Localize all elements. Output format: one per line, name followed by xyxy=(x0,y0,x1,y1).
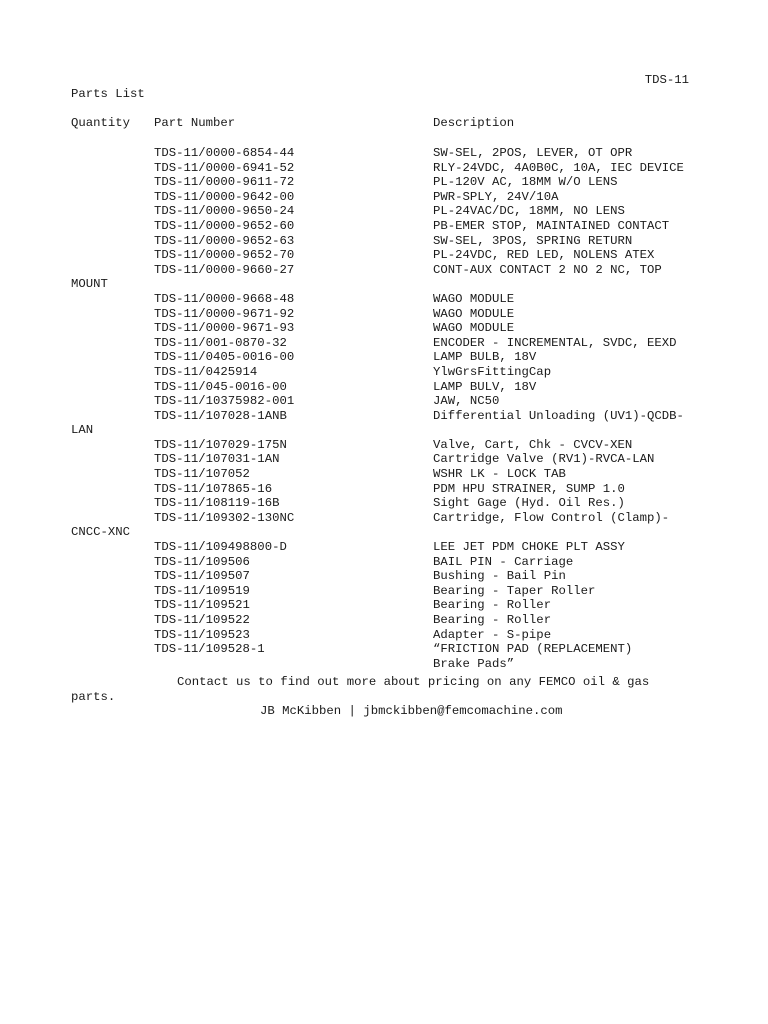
part-number: TDS-11/0000-9611-72 xyxy=(154,175,295,190)
description-overflow: MOUNT xyxy=(71,277,108,292)
part-description: Cartridge, Flow Control (Clamp)- xyxy=(433,510,670,525)
table-row xyxy=(0,219,768,234)
part-number: TDS-11/001-0870-32 xyxy=(154,335,287,350)
table-row xyxy=(0,234,768,249)
part-number: TDS-11/045-0016-00 xyxy=(154,379,287,394)
part-description: Bearing - Roller xyxy=(433,613,552,627)
table-row xyxy=(0,657,768,672)
part-number: TDS-11/109506 xyxy=(154,554,250,569)
part-number: TDS-11/0000-9652-70 xyxy=(154,248,295,263)
table-row xyxy=(0,190,768,205)
part-number: TDS-11/0000-9642-00 xyxy=(154,189,295,204)
table-row xyxy=(0,569,768,584)
part-description: PWR-SPLY, 24V/10A xyxy=(433,189,559,204)
description-overflow: LAN xyxy=(71,423,94,438)
part-description: Sight Gage (Hyd. Oil Res.) xyxy=(433,496,625,511)
wrapped-description-line xyxy=(0,277,768,292)
part-description: LEE JET PDM CHOKE PLT ASSY xyxy=(433,540,625,555)
footer-contact-text-continued: parts. xyxy=(71,689,116,704)
part-description: Cartridge Valve (RV1)-RVCA-LAN xyxy=(433,452,655,467)
part-number: TDS-11/107052 xyxy=(154,467,250,482)
part-description: Adapter - S-pipe xyxy=(433,627,552,642)
table-row xyxy=(0,394,768,409)
part-number: TDS-11/0000-9652-63 xyxy=(154,233,295,248)
part-number: TDS-11/107028-1ANB xyxy=(154,408,287,423)
part-number: TDS-11/109498800-D xyxy=(154,540,287,555)
part-number: TDS-11/107031-1AN xyxy=(154,452,280,467)
table-row xyxy=(0,613,768,628)
table-row xyxy=(0,438,768,453)
part-description: CONT-AUX CONTACT 2 NO 2 NC, TOP xyxy=(433,262,662,277)
part-description: BAIL PIN - Carriage xyxy=(433,554,574,569)
part-description: Valve, Cart, Chk - CVCV-XEN xyxy=(433,437,633,452)
table-row xyxy=(0,336,768,351)
table-row xyxy=(0,642,768,657)
part-number: TDS-11/109302-130NC xyxy=(154,510,295,525)
part-description: WAGO MODULE xyxy=(433,321,515,336)
part-description: WSHR LK - LOCK TAB xyxy=(433,467,566,482)
part-description: SW-SEL, 3POS, SPRING RETURN xyxy=(433,233,633,248)
table-row xyxy=(0,598,768,613)
part-number: TDS-11/10375982-001 xyxy=(154,394,295,409)
table-row xyxy=(0,204,768,219)
part-description: JAW, NC50 xyxy=(433,394,500,409)
table-row xyxy=(0,292,768,307)
document-code: TDS-11 xyxy=(644,73,689,87)
column-header-quantity: Quantity xyxy=(71,116,131,130)
table-row xyxy=(0,365,768,380)
table-row xyxy=(0,467,768,482)
part-number: TDS-11/109528-1 xyxy=(154,642,265,657)
part-number: TDS-11/0000-9671-93 xyxy=(154,321,295,336)
table-row xyxy=(0,496,768,511)
table-row xyxy=(0,175,768,190)
description-overflow: CNCC-XNC xyxy=(71,525,131,540)
part-number: TDS-11/109519 xyxy=(154,583,250,598)
wrapped-description-line xyxy=(0,423,768,438)
part-number: TDS-11/109523 xyxy=(154,627,250,642)
part-description: YlwGrsFittingCap xyxy=(433,364,552,379)
table-row xyxy=(0,248,768,263)
part-description: PL-24VDC, RED LED, NOLENS ATEX xyxy=(433,248,655,263)
part-description: Brake Pads” xyxy=(433,656,515,671)
part-number: TDS-11/0000-9650-24 xyxy=(154,204,295,219)
part-description: PL-120V AC, 18MM W/O LENS xyxy=(433,175,618,190)
part-number: TDS-11/0000-9668-48 xyxy=(154,291,295,306)
column-header-part-number: Part Number xyxy=(154,116,236,130)
part-number: TDS-11/109522 xyxy=(154,613,250,627)
table-row xyxy=(0,511,768,526)
page-title: Parts List xyxy=(71,87,145,101)
footer-contact-text: Contact us to find out more about pricing on any FEMCO oil & gas xyxy=(177,675,650,689)
part-number: TDS-11/108119-16B xyxy=(154,496,280,511)
part-number: TDS-11/0000-6854-44 xyxy=(154,146,295,160)
part-description: “FRICTION PAD (REPLACEMENT) xyxy=(433,642,633,657)
footer-contact-person: JB McKibben | jbmckibben@femcomachine.com xyxy=(260,704,563,719)
part-description: PL-24VAC/DC, 18MM, NO LENS xyxy=(433,204,625,219)
table-row xyxy=(0,380,768,395)
part-number: TDS-11/0405-0016-00 xyxy=(154,350,295,365)
column-header-description: Description xyxy=(433,116,515,130)
part-number: TDS-11/0000-9652-60 xyxy=(154,218,295,233)
part-description: PDM HPU STRAINER, SUMP 1.0 xyxy=(433,481,625,496)
table-row xyxy=(0,452,768,467)
table-row xyxy=(0,146,768,161)
part-description: Bearing - Taper Roller xyxy=(433,583,596,598)
table-row xyxy=(0,584,768,599)
part-description: ENCODER - INCREMENTAL, SVDC, EEXD xyxy=(433,335,677,350)
table-row xyxy=(0,555,768,570)
table-row xyxy=(0,350,768,365)
part-description: LAMP BULB, 18V xyxy=(433,350,537,365)
part-number: TDS-11/0000-6941-52 xyxy=(154,160,295,175)
part-number: TDS-11/107865-16 xyxy=(154,481,273,496)
part-description: WAGO MODULE xyxy=(433,291,515,306)
part-number: TDS-11/109521 xyxy=(154,598,250,613)
part-description: RLY-24VDC, 4A0B0C, 10A, IEC DEVICE xyxy=(433,160,684,175)
table-row xyxy=(0,482,768,497)
part-description: Bearing - Roller xyxy=(433,598,552,613)
table-row xyxy=(0,540,768,555)
table-row xyxy=(0,409,768,424)
part-description: Bushing - Bail Pin xyxy=(433,569,566,584)
table-row xyxy=(0,307,768,322)
wrapped-description-line xyxy=(0,525,768,540)
part-description: PB-EMER STOP, MAINTAINED CONTACT xyxy=(433,218,670,233)
table-row xyxy=(0,161,768,176)
part-number: TDS-11/109507 xyxy=(154,569,250,584)
table-row xyxy=(0,321,768,336)
part-description: SW-SEL, 2POS, LEVER, OT OPR xyxy=(433,146,633,160)
part-description: WAGO MODULE xyxy=(433,306,515,321)
parts-table xyxy=(0,146,768,671)
part-description: LAMP BULV, 18V xyxy=(433,379,537,394)
part-number: TDS-11/0425914 xyxy=(154,364,258,379)
part-number: TDS-11/107029-175N xyxy=(154,437,287,452)
part-description: Differential Unloading (UV1)-QCDB- xyxy=(433,408,684,423)
table-row xyxy=(0,263,768,278)
table-row xyxy=(0,628,768,643)
part-number: TDS-11/0000-9660-27 xyxy=(154,262,295,277)
part-number: TDS-11/0000-9671-92 xyxy=(154,306,295,321)
